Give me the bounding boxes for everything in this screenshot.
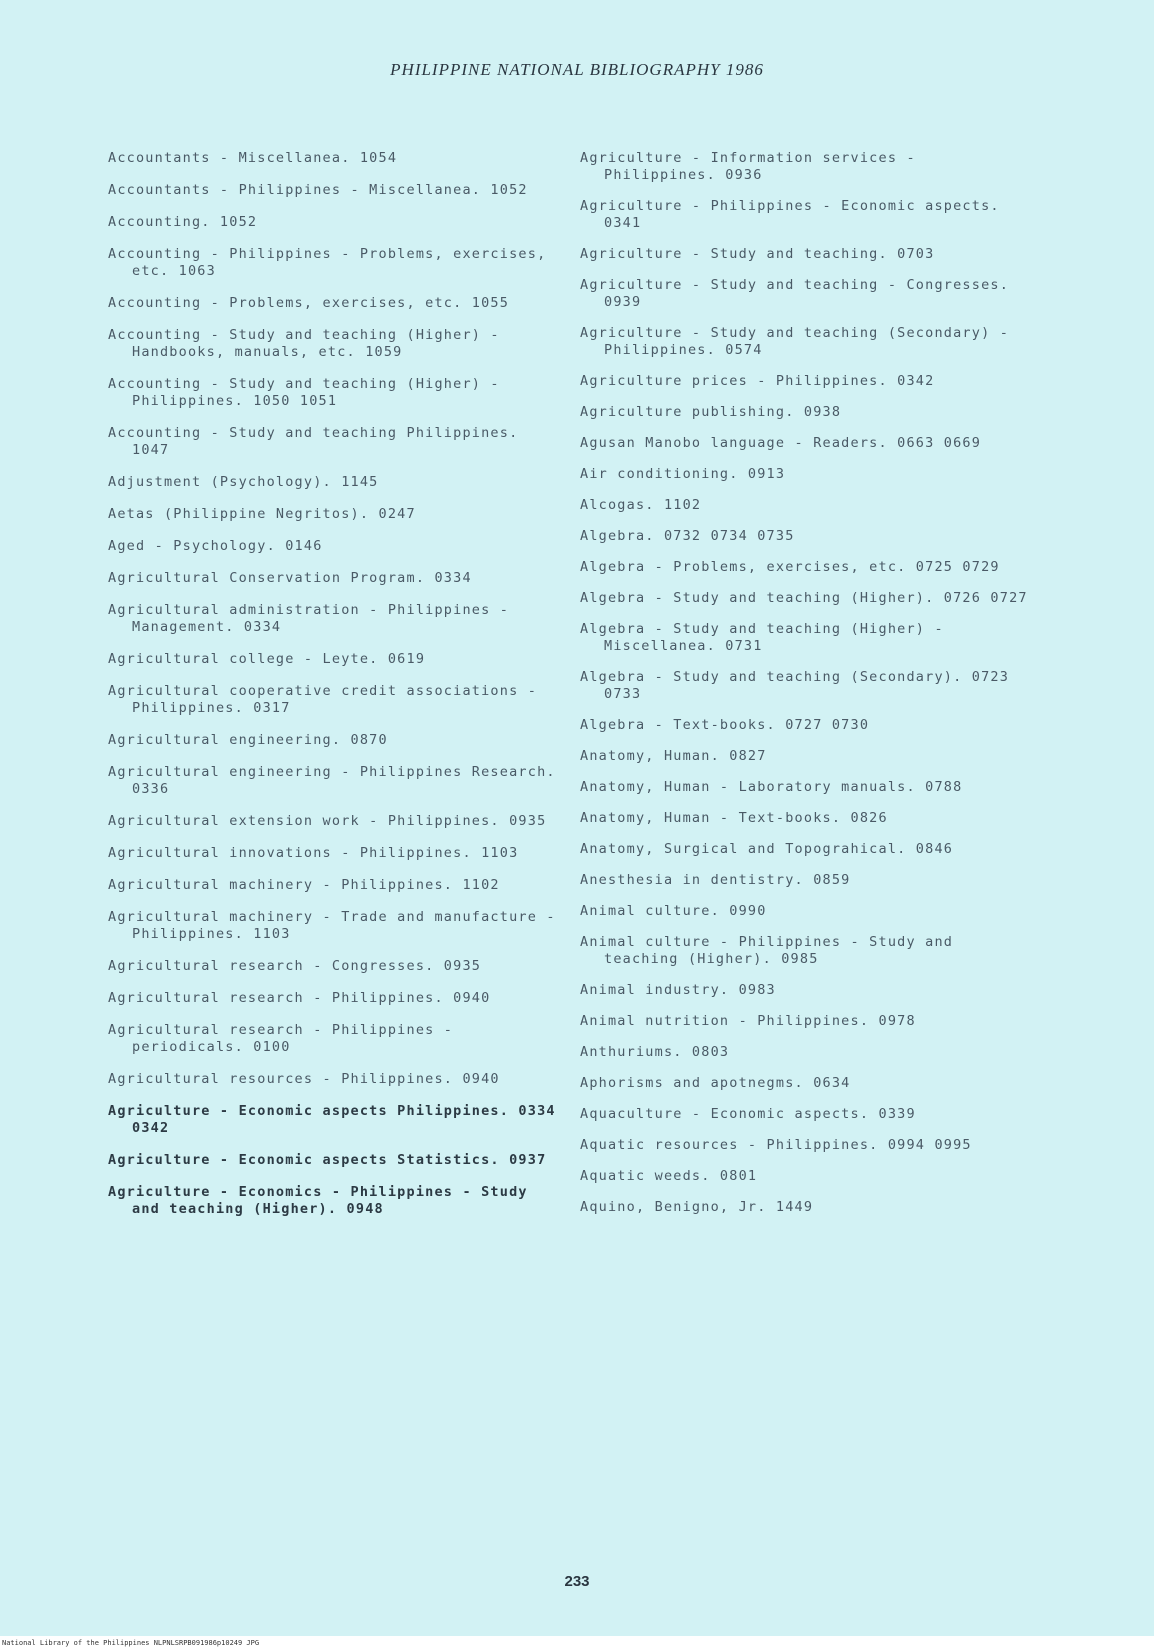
index-entry: Animal culture - Philippines - Study and teaching (Higher). 0985: [580, 934, 954, 967]
index-entry: Aquino, Benigno, Jr. 1449: [580, 1199, 814, 1215]
index-entry: Accountants - Philippines - Miscellanea. 1052: [108, 182, 528, 198]
index-entry: Agricultural innovations - Philippines. 1103: [108, 845, 519, 861]
index-entry: Agricultural administration - Philippines - Management. 0334: [108, 602, 510, 635]
index-entry: Agriculture - Study and teaching (Secondary) - Philippines. 0574: [580, 325, 1010, 358]
index-entry: Agricultural engineering - Philippines Research. 0336: [108, 764, 556, 797]
index-entry: Aphorisms and apotnegms. 0634: [580, 1075, 851, 1091]
index-entry: Aquatic weeds. 0801: [580, 1168, 758, 1184]
index-entry: Adjustment (Psychology). 1145: [108, 474, 379, 490]
index-entry: Agricultural extension work - Philippines. 0935: [108, 813, 547, 829]
index-entry: Animal nutrition - Philippines. 0978: [580, 1013, 916, 1029]
index-entry: Agricultural research - Philippines - periodicals. 0100: [108, 1022, 454, 1055]
right-column: [580, 150, 1035, 1230]
index-entry: Animal industry. 0983: [580, 982, 776, 998]
index-entry: Agriculture - Economic aspects Statistics. 0937: [108, 1152, 547, 1168]
index-entry: Anatomy, Surgical and Topograhical. 0846: [580, 841, 954, 857]
index-entry: Agriculture - Study and teaching. 0703: [580, 246, 935, 262]
index-entry: Accounting - Study and teaching (Higher) - Handbooks, manuals, etc. 1059: [108, 327, 500, 360]
index-entry: Agricultural machinery - Philippines. 1102: [108, 877, 500, 893]
index-entry: Accounting. 1052: [108, 214, 258, 230]
index-entry: Algebra - Study and teaching (Higher) - Miscellanea. 0731: [580, 621, 944, 654]
index-entry: Algebra - Text-books. 0727 0730: [580, 717, 870, 733]
index-entry: Aged - Psychology. 0146: [108, 538, 323, 554]
index-entry: Aquatic resources - Philippines. 0994 0995: [580, 1137, 972, 1153]
index-entry: Accounting - Problems, exercises, etc. 1055: [108, 295, 510, 311]
index-entry: Agricultural engineering. 0870: [108, 732, 388, 748]
scan-footer: National Library of the Philippines NLPNLSRPB091986p10249 JPG: [0, 1636, 1154, 1650]
index-entry: Agricultural resources - Philippines. 0940: [108, 1071, 500, 1087]
left-column: [108, 150, 563, 1233]
index-entry: Anesthesia in dentistry. 0859: [580, 872, 851, 888]
index-entry: Agricultural research - Philippines. 0940: [108, 990, 491, 1006]
index-entry: Anatomy, Human. 0827: [580, 748, 767, 764]
index-entry: Agriculture - Economics - Philippines - Study and teaching (Higher). 0948: [108, 1184, 528, 1217]
index-entry: Agusan Manobo language - Readers. 0663 0669: [580, 435, 982, 451]
index-entry: Accounting - Study and teaching (Higher) - Philippines. 1050 1051: [108, 376, 500, 409]
index-entry: Algebra - Study and teaching (Higher). 0726 0727: [580, 590, 1028, 606]
index-entry: Agricultural machinery - Trade and manufacture - Philippines. 1103: [108, 909, 556, 942]
index-entry: Accounting - Philippines - Problems, exercises, etc. 1063: [108, 246, 547, 279]
index-entry: Accounting - Study and teaching Philippines. 1047: [108, 425, 519, 458]
index-entry: Aetas (Philippine Negritos). 0247: [108, 506, 416, 522]
index-entry: Agricultural research - Congresses. 0935: [108, 958, 482, 974]
index-entry: Animal culture. 0990: [580, 903, 767, 919]
index-entry: Algebra - Problems, exercises, etc. 0725 0729: [580, 559, 1000, 575]
index-entry: Agriculture publishing. 0938: [580, 404, 842, 420]
index-entry: Accountants - Miscellanea. 1054: [108, 150, 398, 166]
index-entry: Agriculture - Philippines - Economic aspects. 0341: [580, 198, 1000, 231]
index-entry: Agriculture prices - Philippines. 0342: [580, 373, 935, 389]
index-entry: Anatomy, Human - Laboratory manuals. 0788: [580, 779, 963, 795]
index-entry: Alcogas. 1102: [580, 497, 702, 513]
index-entry: Agricultural cooperative credit associations - Philippines. 0317: [108, 683, 538, 716]
index-entry: Anthuriums. 0803: [580, 1044, 730, 1060]
index-entry: Agriculture - Information services - Philippines. 0936: [580, 150, 916, 183]
page-number: 233: [564, 1573, 590, 1590]
index-entry: Air conditioning. 0913: [580, 466, 786, 482]
index-entry: Anatomy, Human - Text-books. 0826: [580, 810, 888, 826]
index-entry: Algebra. 0732 0734 0735: [580, 528, 795, 544]
index-entry: Agricultural Conservation Program. 0334: [108, 570, 472, 586]
index-entry: Algebra - Study and teaching (Secondary). 0723 0733: [580, 669, 1010, 702]
index-entry: Agriculture - Economic aspects Philippines. 0334 0342: [108, 1103, 556, 1136]
page-header: PHILIPPINE NATIONAL BIBLIOGRAPHY 1986: [390, 60, 764, 79]
index-entry: Agricultural college - Leyte. 0619: [108, 651, 426, 667]
index-entry: Agriculture - Study and teaching - Congresses. 0939: [580, 277, 1010, 310]
index-entry: Aquaculture - Economic aspects. 0339: [580, 1106, 916, 1122]
